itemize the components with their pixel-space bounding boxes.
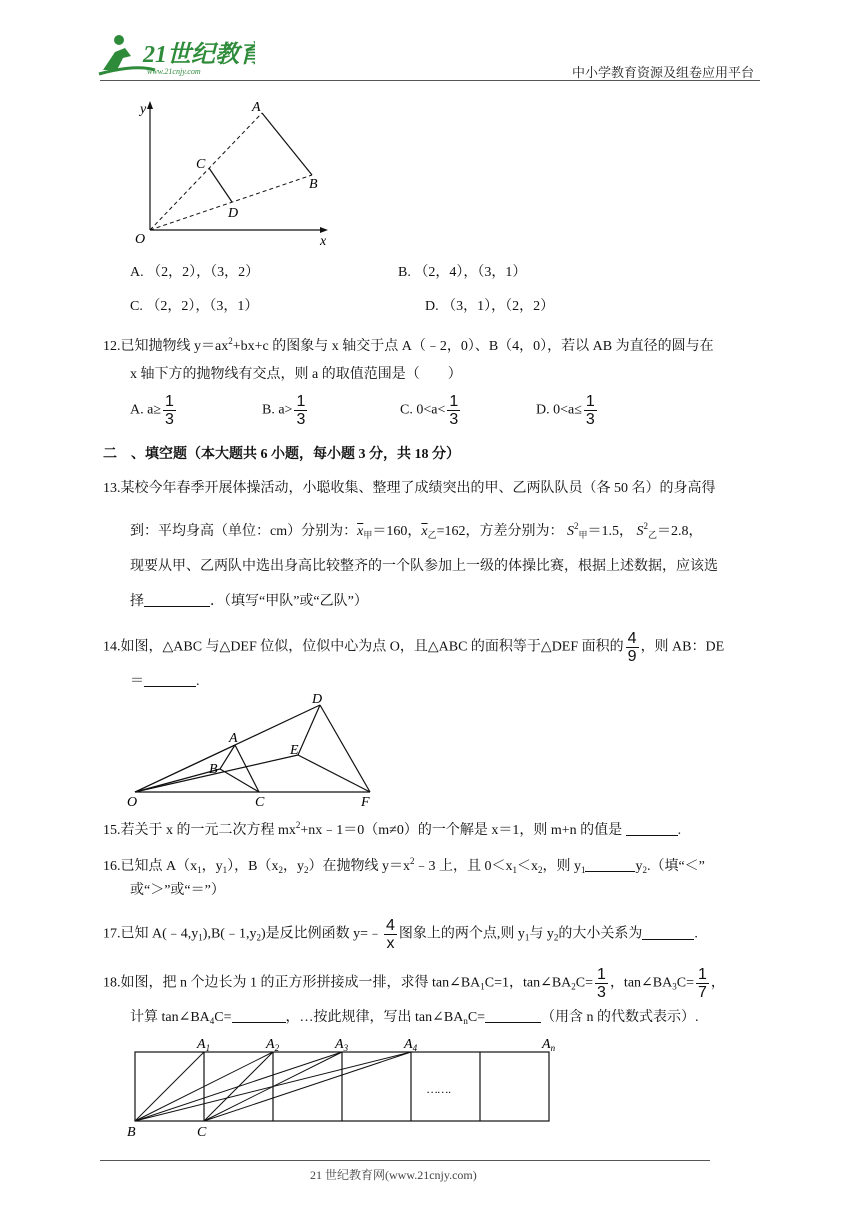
- q18-line1: 18.如图，把 n 个边长为 1 的正方形拼接成一排，求得 $\tan\angle BA_1C=1$，$\tan\angle BA_2C=$ $\frac{1}{3}$ ，$\tan\angle BA_3C=$ $\frac{1}{7}$ ，: [103, 966, 725, 1001]
- q11-option-a: A. （2，2），（3，2）: [130, 265, 260, 280]
- site-logo: [95, 30, 255, 78]
- label-e: E: [290, 743, 299, 758]
- q11-option-b: B. （2，4），（3，1）: [398, 265, 527, 280]
- q11-option-d: D. （3，1），（2，2）: [425, 299, 555, 314]
- label-o: O: [127, 795, 138, 810]
- q12-option-b: B. a> $\frac{1}{3}$: [262, 393, 306, 428]
- q13-line2: 到：平均身高（单位：cm）分别为：$\overline{x}_甲=160$，$\overline{x}_乙=162$，方差分别为： $S^2_甲=1.5$， $S^2_乙=2.8$，: [130, 521, 703, 540]
- label-b: B: [127, 1125, 136, 1140]
- label-o: O: [135, 232, 146, 247]
- header-platform-name: 中小学教育资源及组卷应用平台: [572, 65, 755, 80]
- q14-line2: ＝ .: [130, 674, 200, 689]
- label-an: $A_n$: [542, 1037, 556, 1053]
- logo-text: 21世纪教育: [143, 42, 255, 68]
- footer-site: 21 世纪教育网(www.21cnjy.com): [310, 1168, 477, 1182]
- q13-line4: 择 ．（填写“甲队”或“乙队”）: [130, 594, 368, 609]
- ellipsis: …….: [427, 1082, 452, 1096]
- q13-line3: 现要从甲、乙两队中选出身高比较整齐的一个队参加上一级的体操比赛，根据上述数据，应该选: [130, 559, 718, 574]
- q12-line1: 12.已知抛物线 $y=ax^2+bx+c$ 的图象与 x 轴交于点 A（﹣2，0）、B（4，0），若以 AB 为直径的圆与在: [103, 336, 714, 354]
- label-x: x: [320, 234, 327, 247]
- label-f: F: [361, 795, 370, 810]
- q13-answer-blank[interactable]: [144, 592, 210, 607]
- q11-option-c: C. （2，2），（3，1）: [130, 299, 259, 314]
- figure-coordinate-abcd: [130, 95, 340, 247]
- q14-line1: 14.如图，△ABC 与△DEF 位似，位似中心为点 O，且△ABC 的面积等于△DEF 面积的 $\frac{4}{9}$ ，则 AB：DE: [103, 630, 725, 665]
- label-a: A: [229, 731, 238, 746]
- q12-line2: x 轴下方的抛物线有交点，则 a 的取值范围是（ ）: [130, 367, 462, 382]
- q15: 15.若关于 x 的一元二次方程 $mx^2+nx﹣1=0(m\ne 0)$的一个解是 x＝1，则 m+n 的值是 .: [103, 820, 682, 838]
- label-a4: $A_4$: [404, 1037, 418, 1053]
- q13-line1: 13.某校今年春季开展体操活动，小聪收集、整理了成绩突出的甲、乙两队队员（各 50 名）的身高得: [103, 481, 716, 496]
- q17-answer-blank[interactable]: [642, 925, 694, 940]
- q16-line1: 16.已知点 $A(x_1$，$y_1$），$B(x_2$，$y_2$）在抛物线 $y=x^2﹣3$ 上，且 $0<x_1<x_2$，则 $y_1$ $y_2$.（填“＜”: [103, 856, 705, 875]
- label-c: C: [255, 795, 265, 810]
- footer-divider: [100, 1160, 710, 1161]
- q17: 17.已知 $A(﹣4,y_1),B(﹣1,y_2)$是反比例函数 y=﹣ $\frac{4}{x}$ 图象上的两个点,则 $y_1$与 $y_2$的大小关系为 .: [103, 917, 698, 952]
- label-a2: $A_2$: [266, 1037, 280, 1053]
- label-a3: $A_3$: [335, 1037, 349, 1053]
- label-y: y: [140, 102, 147, 117]
- q18-line2: 计算 $\tan\angle BA_4C=$ ，…按此规律，写出 $\tan\angle BA_nC=$ （用含 n 的代数式表示）.: [130, 1010, 699, 1026]
- figure-square-row: [125, 1036, 575, 1144]
- label-c: C: [197, 1125, 207, 1140]
- q12-option-c: C. 0<a< $\frac{1}{3}$: [400, 393, 459, 428]
- q18-answer-blank-1[interactable]: [232, 1008, 286, 1023]
- q16-line2: 或“＞”或“＝”）: [130, 883, 225, 898]
- q16-answer-blank[interactable]: [585, 857, 635, 872]
- q18-answer-blank-2[interactable]: [485, 1008, 541, 1023]
- section-title: 二 、填空题（本大题共 6 小题，每小题 3 分，共 18 分）: [103, 447, 460, 462]
- logo-url: www.21cnjy.com: [147, 67, 201, 76]
- label-a: A: [252, 100, 261, 115]
- q12-option-a: A. a≥ $\frac{1}{3}$: [130, 393, 174, 428]
- header-divider: [100, 80, 760, 81]
- label-d: D: [228, 206, 239, 221]
- label-b: B: [309, 177, 318, 192]
- runner-logo-icon: [95, 30, 255, 78]
- label-d: D: [312, 692, 323, 707]
- q14-answer-blank[interactable]: [144, 672, 196, 687]
- q15-answer-blank[interactable]: [626, 821, 678, 836]
- q12-option-d: D. 0<a≤ $\frac{1}{3}$: [536, 393, 595, 428]
- label-b: B: [209, 762, 218, 777]
- label-c: C: [196, 157, 206, 172]
- figure-similar-triangles: [125, 688, 380, 810]
- label-a1: $A_1$: [197, 1037, 211, 1053]
